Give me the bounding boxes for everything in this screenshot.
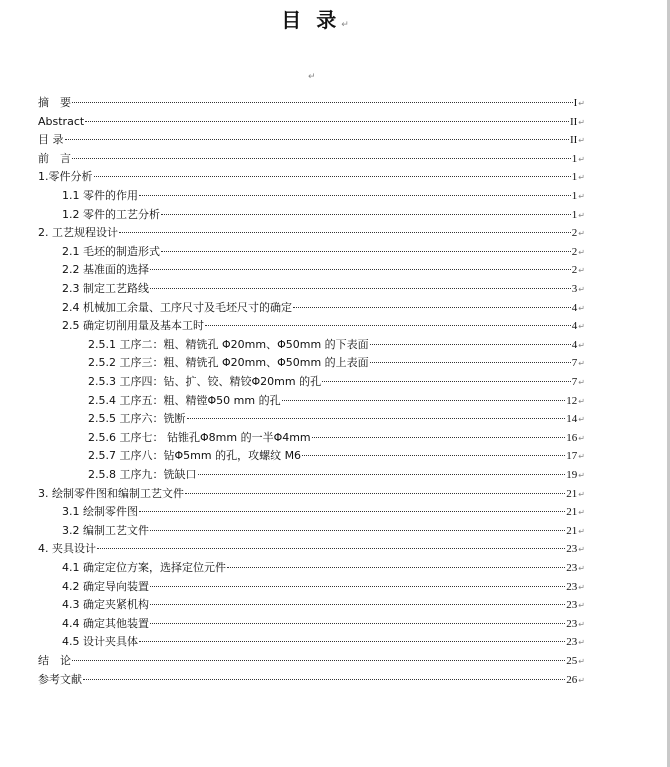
toc-entry-label: 2. 工艺规程设计	[38, 226, 118, 240]
toc-entry[interactable]	[38, 671, 585, 689]
paragraph-mark-icon: ↵	[578, 266, 585, 276]
toc-entry-label: 2.5 确定切削用量及基本工时	[62, 319, 204, 333]
toc-entry-label: 2.2 基准面的选择	[62, 263, 149, 277]
toc-entry-page: 23	[566, 599, 578, 612]
paragraph-mark-icon: ↵	[578, 303, 585, 313]
toc-entry-label: 2.5.4 工序五：粗、精镗Φ50 mm 的孔	[88, 393, 281, 407]
toc-entry-label: 结 论	[38, 654, 71, 667]
paragraph-mark-icon: ↵	[578, 229, 585, 239]
toc-entry-label: 目 录	[38, 133, 64, 147]
toc-leader-dots	[150, 622, 565, 624]
toc-entry-page: 7	[571, 376, 578, 388]
toc-entry-page: 7	[571, 357, 578, 370]
toc-entry-page: II	[569, 115, 578, 128]
toc-entry-page: 23	[566, 617, 578, 630]
toc-leader-dots	[85, 120, 569, 122]
paragraph-mark-icon: ↵	[578, 526, 585, 536]
toc-entry[interactable]	[88, 410, 585, 428]
paragraph-mark-icon: ↵	[578, 619, 585, 629]
toc-entry[interactable]	[62, 261, 585, 279]
toc-entry-label: 4.2 确定导向装置	[62, 579, 149, 593]
toc-leader-dots	[150, 603, 565, 605]
toc-entry[interactable]	[88, 447, 585, 465]
paragraph-mark-icon: ↵	[578, 396, 585, 406]
toc-entry[interactable]	[62, 317, 585, 335]
toc-entry-page: 2	[571, 264, 578, 277]
toc-entry[interactable]	[88, 392, 585, 410]
toc-entry-page: I	[573, 97, 578, 109]
page-title	[0, 4, 630, 33]
toc-leader-dots	[370, 361, 571, 363]
toc-entry-page: 2	[571, 227, 578, 240]
toc-entry[interactable]	[38, 168, 585, 186]
toc-leader-dots	[161, 213, 571, 215]
title-text: 目 录	[281, 8, 341, 32]
toc-entry-label: 2.5.3 工序四：钻、扩、铰、精铰Φ20mm 的孔	[88, 375, 322, 388]
toc-entry-label: 1.零件分析	[38, 170, 93, 184]
toc-entry-page: 1	[571, 171, 578, 184]
toc-entry[interactable]	[62, 280, 585, 298]
paragraph-mark-icon: ↵	[578, 285, 585, 294]
toc-leader-dots	[293, 306, 571, 308]
toc-entry-label: 摘 要	[38, 96, 71, 109]
toc-entry-page: 1	[571, 190, 578, 202]
toc-entry[interactable]	[62, 559, 585, 577]
toc-entry-label: 1.1 零件的作用	[62, 189, 138, 202]
toc-entry[interactable]	[62, 243, 585, 261]
paragraph-mark-icon: ↵	[578, 378, 585, 387]
toc-entry-page: 14	[566, 413, 578, 426]
paragraph-mark-icon: ↵	[578, 247, 585, 257]
paragraph-mark-icon: ↵	[578, 173, 585, 183]
toc-entry-page: 21	[566, 487, 578, 500]
paragraph-mark-icon: ↵	[578, 154, 585, 164]
paragraph-mark-icon: ↵	[578, 359, 585, 369]
toc-entry-label: 4.4 确定其他装置	[62, 616, 149, 630]
toc-entry[interactable]	[62, 633, 585, 651]
toc-entry-page: 23	[566, 562, 578, 574]
toc-leader-dots	[150, 529, 565, 531]
toc-entry-page: 4	[571, 338, 578, 351]
toc-entry[interactable]	[38, 540, 585, 558]
toc-entry-label: 2.5.6 工序七： 钻锥孔Φ8mm 的一半Φ4mm	[88, 430, 311, 444]
paragraph-mark-icon: ↵	[578, 433, 585, 443]
toc-leader-dots	[198, 473, 566, 475]
paragraph-mark-icon: ↵	[578, 582, 585, 592]
toc-entry-page: 19	[566, 469, 578, 481]
paragraph-mark-icon: ↵	[578, 452, 585, 462]
paragraph-mark-icon: ↵	[578, 415, 585, 425]
toc-entry[interactable]	[88, 466, 585, 484]
paragraph-mark-icon: ↵	[578, 471, 585, 480]
toc-entry-label: 2.5.7 工序八：钻Φ5mm 的孔，攻螺纹 M6	[88, 449, 302, 463]
toc-entry-label: 参考文献	[38, 672, 82, 686]
toc-leader-dots	[150, 287, 571, 289]
toc-entry-page: 23	[566, 636, 578, 649]
toc-entry-page: 3	[571, 283, 578, 295]
toc-entry-page: 2	[571, 245, 578, 258]
toc-entry[interactable]	[62, 522, 585, 540]
toc-leader-dots	[119, 231, 571, 233]
toc-leader-dots	[302, 454, 565, 456]
toc-entry[interactable]	[88, 429, 585, 447]
paragraph-mark-icon: ↵	[578, 99, 585, 108]
toc-entry-page: II	[569, 134, 578, 147]
toc-entry[interactable]	[62, 615, 585, 633]
toc-entry[interactable]	[38, 94, 585, 112]
toc-leader-dots	[322, 380, 571, 382]
toc-entry-label: 3.2 编制工艺文件	[62, 523, 149, 537]
paragraph-mark-icon: ↵	[578, 508, 585, 518]
toc-leader-dots	[139, 194, 571, 196]
toc-entry-label: 前 言	[38, 151, 71, 165]
paragraph-mark-icon: ↵	[578, 136, 585, 146]
toc-leader-dots	[94, 175, 571, 177]
toc-entry-page: 23	[566, 580, 578, 593]
toc-entry-label: 4.3 确定夹紧机构	[62, 598, 149, 612]
toc-entry-label: 4.1 确定定位方案，选择定位元件	[62, 561, 226, 574]
toc-entry-page: 1	[571, 152, 578, 165]
paragraph-mark-icon: ↵	[578, 117, 585, 127]
toc-leader-dots	[72, 101, 573, 103]
toc-entry[interactable]	[38, 224, 585, 242]
toc-entry-page: 23	[566, 543, 578, 556]
toc-entry-label: 2.4 机械加工余量、工序尺寸及毛坯尺寸的确定	[62, 300, 292, 314]
toc-entry[interactable]	[88, 336, 585, 354]
paragraph-mark-icon: ↵	[578, 564, 585, 573]
toc-entry[interactable]	[62, 596, 585, 614]
paragraph-mark-icon: ↵	[341, 20, 349, 30]
toc-leader-dots	[282, 399, 566, 401]
toc-entry-label: 2.5.5 工序六：铣断	[88, 412, 186, 426]
toc-leader-dots	[187, 417, 566, 419]
toc-entry-label: 2.5.8 工序九：铣缺口	[88, 468, 197, 481]
toc-leader-dots	[312, 436, 566, 438]
paragraph-mark-icon: ↵	[578, 210, 585, 220]
toc-entry-label: 1.2 零件的工艺分析	[62, 207, 160, 221]
paragraph-mark-icon: ↵	[578, 657, 585, 666]
toc-entry[interactable]	[38, 131, 585, 149]
toc-entry-label: 2.3 制定工艺路线	[62, 282, 149, 295]
toc-leader-dots	[72, 659, 565, 661]
toc-entry[interactable]	[88, 354, 585, 372]
toc-entry-label: 4.5 设计夹具体	[62, 635, 138, 649]
paragraph-mark-icon: ↵	[578, 489, 585, 499]
toc-entry[interactable]	[38, 652, 585, 670]
toc-leader-dots	[97, 547, 565, 549]
toc-entry[interactable]	[38, 150, 585, 168]
toc-leader-dots	[150, 268, 571, 270]
paragraph-mark-icon: ↵	[578, 340, 585, 350]
toc-entry-label: 2.1 毛坯的制造形式	[62, 244, 160, 258]
toc-entry-label: 3. 绘制零件图和编制工艺文件	[38, 486, 184, 500]
toc-entry-page: 16	[566, 431, 578, 444]
toc-entry[interactable]	[38, 113, 585, 131]
toc-leader-dots	[72, 157, 571, 159]
toc-leader-dots	[185, 492, 565, 494]
toc-entry-label: 3.1 绘制零件图	[62, 505, 138, 519]
toc-leader-dots	[161, 250, 571, 252]
toc-entry[interactable]	[62, 187, 585, 205]
toc-entry-page: 12	[566, 394, 578, 407]
toc-entry-page: 25	[566, 655, 578, 667]
toc-entry-label: 4. 夹具设计	[38, 542, 96, 556]
toc-entry-page: 4	[571, 320, 578, 333]
toc-leader-dots	[227, 566, 565, 568]
paragraph-mark-icon: ↵	[578, 638, 585, 648]
toc-leader-dots	[139, 640, 565, 642]
toc-entry-page: 1	[571, 208, 578, 221]
toc-entry[interactable]	[62, 299, 585, 317]
toc-leader-dots	[65, 138, 569, 140]
toc-leader-dots	[205, 324, 571, 326]
toc-entry[interactable]	[38, 485, 585, 503]
toc-leader-dots	[150, 585, 565, 587]
paragraph-mark-icon: ↵	[578, 601, 585, 611]
toc-entry-page: 17	[566, 450, 578, 463]
toc-entry[interactable]	[62, 578, 585, 596]
toc-entry-page: 21	[566, 506, 578, 519]
toc-leader-dots	[139, 510, 565, 512]
paragraph-mark-icon: ↵	[308, 72, 316, 82]
toc-entry-label: Abstract	[38, 114, 85, 128]
toc-entry-label: 2.5.1 工序二：粗、精铣孔 Φ20mm、Φ50mm 的下表面	[88, 337, 369, 351]
toc-entry-page: 26	[566, 673, 578, 686]
toc-leader-dots	[370, 343, 571, 345]
toc-entry-page: 4	[571, 301, 578, 314]
paragraph-mark-icon: ↵	[578, 322, 585, 332]
toc-leader-dots	[83, 678, 565, 680]
toc-entry-page: 21	[566, 524, 578, 537]
paragraph-mark-icon: ↵	[578, 545, 585, 555]
toc-entry-label: 2.5.2 工序三：粗、精铣孔 Φ20mm、Φ50mm 的上表面	[88, 356, 369, 370]
toc-entry[interactable]	[62, 206, 585, 224]
paragraph-mark-icon: ↵	[578, 192, 585, 201]
paragraph-mark-icon: ↵	[578, 675, 585, 685]
toc-entry[interactable]	[88, 373, 585, 391]
toc-entry[interactable]	[62, 503, 585, 521]
